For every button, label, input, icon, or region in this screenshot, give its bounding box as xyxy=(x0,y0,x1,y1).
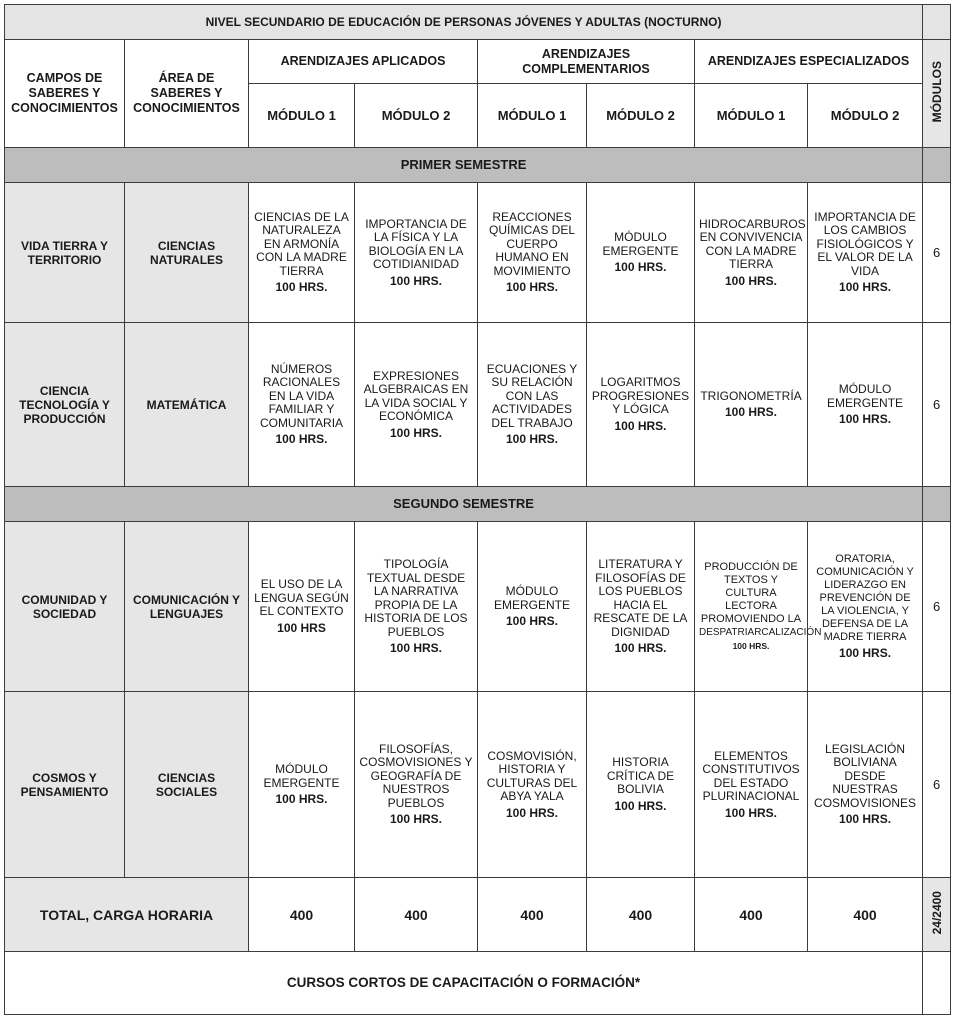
module-cell: MÓDULO EMERGENTE 100 HRS. xyxy=(478,522,587,692)
table-title: NIVEL SECUNDARIO DE EDUCACIÓN DE PERSONAS JÓVENES Y ADULTAS (NOCTURNO) xyxy=(5,5,923,40)
module-cell: CIENCIAS DE LA NATURALEZA EN ARMONÍA CON LA MADRE TIERRA 100 HRS. xyxy=(249,183,355,323)
module-cell: TRIGONOMETRÍA 100 HRS. xyxy=(695,323,808,487)
header-modulos: MÓDULOS xyxy=(923,40,951,148)
module-cell: PRODUCCIÓN DE TEXTOS Y CULTURA LECTORA PROMOVIENDO LA DESPATRIARCALIZACIÓN 100 HRS. xyxy=(695,522,808,692)
module-cell: COSMOVISIÓN, HISTORIA Y CULTURAS DEL ABYA YALA 100 HRS. xyxy=(478,692,587,878)
campo-cell: CIENCIA TECNOLOGÍA Y PRODUCCIÓN xyxy=(5,323,125,487)
modulos-count: 6 xyxy=(923,323,951,487)
modulos-count: 6 xyxy=(923,183,951,323)
total-value: 400 xyxy=(355,878,478,952)
header-group-complementarios: ARENDIZAJES COMPLEMENTARIOS xyxy=(478,40,695,84)
total-label: TOTAL, CARGA HORARIA xyxy=(5,878,249,952)
module-cell: HISTORIA CRÍTICA DE BOLIVIA 100 HRS. xyxy=(587,692,695,878)
header-group-especializados: ARENDIZAJES ESPECIALIZADOS xyxy=(695,40,923,84)
module-cell: EXPRESIONES ALGEBRAICAS EN LA VIDA SOCIAL Y ECONÓMICA 100 HRS. xyxy=(355,323,478,487)
header-modulo-1: MÓDULO 1 xyxy=(695,84,808,148)
curriculum-table xyxy=(4,4,951,1015)
module-cell: LOGARITMOS PROGRESIONES Y LÓGICA 100 HRS. xyxy=(587,323,695,487)
module-cell: EL USO DE LA LENGUA SEGÚN EL CONTEXTO 100 HRS xyxy=(249,522,355,692)
module-cell: HIDROCARBUROS EN CONVIVENCIA CON LA MADRE TIERRA 100 HRS. xyxy=(695,183,808,323)
total-value: 400 xyxy=(808,878,923,952)
footer-courses: CURSOS CORTOS DE CAPACITACIÓN O FORMACIÓN* xyxy=(5,952,923,1015)
total-modulos: 24/2400 xyxy=(923,878,951,952)
module-cell: NÚMEROS RACIONALES EN LA VIDA FAMILIAR Y COMUNITARIA 100 HRS. xyxy=(249,323,355,487)
module-cell: MÓDULO EMERGENTE 100 HRS. xyxy=(808,323,923,487)
total-value: 400 xyxy=(249,878,355,952)
header-modulo-1: MÓDULO 1 xyxy=(478,84,587,148)
semester-header: PRIMER SEMESTRE xyxy=(5,148,923,183)
area-cell: MATEMÁTICA xyxy=(125,323,249,487)
campo-cell: COMUNIDAD Y SOCIEDAD xyxy=(5,522,125,692)
module-cell: ELEMENTOS CONSTITUTIVOS DEL ESTADO PLURINACIONAL 100 HRS. xyxy=(695,692,808,878)
module-cell: ECUACIONES Y SU RELACIÓN CON LAS ACTIVIDADES DEL TRABAJO 100 HRS. xyxy=(478,323,587,487)
campo-cell: VIDA TIERRA Y TERRITORIO xyxy=(5,183,125,323)
module-cell: REACCIONES QUÍMICAS DEL CUERPO HUMANO EN MOVIMIENTO 100 HRS. xyxy=(478,183,587,323)
module-cell: TIPOLOGÍA TEXTUAL DESDE LA NARRATIVA PROPIA DE LA HISTORIA DE LOS PUEBLOS 100 HRS. xyxy=(355,522,478,692)
module-cell: LITERATURA Y FILOSOFÍAS DE LOS PUEBLOS HACIA EL RESCATE DE LA DIGNIDAD 100 HRS. xyxy=(587,522,695,692)
total-value: 400 xyxy=(695,878,808,952)
header-modulo-2: MÓDULO 2 xyxy=(587,84,695,148)
semester-header: SEGUNDO SEMESTRE xyxy=(5,487,923,522)
header-modulo-2: MÓDULO 2 xyxy=(355,84,478,148)
header-group-aplicados: ARENDIZAJES APLICADOS xyxy=(249,40,478,84)
modulos-count: 6 xyxy=(923,692,951,878)
module-cell: LEGISLACIÓN BOLIVIANA DESDE NUESTRAS COSMOVISIONES 100 HRS. xyxy=(808,692,923,878)
header-campos: CAMPOS DE SABERES Y CONOCIMIENTOS xyxy=(5,40,125,148)
modulos-count: 6 xyxy=(923,522,951,692)
module-cell: IMPORTANCIA DE LA FÍSICA Y LA BIOLOGÍA EN LA COTIDIANIDAD 100 HRS. xyxy=(355,183,478,323)
module-cell: MÓDULO EMERGENTE 100 HRS. xyxy=(249,692,355,878)
module-cell: FILOSOFÍAS, COSMOVISIONES Y GEOGRAFÍA DE NUESTROS PUEBLOS 100 HRS. xyxy=(355,692,478,878)
campo-cell: COSMOS Y PENSAMIENTO xyxy=(5,692,125,878)
area-cell: CIENCIAS SOCIALES xyxy=(125,692,249,878)
area-cell: CIENCIAS NATURALES xyxy=(125,183,249,323)
total-value: 400 xyxy=(478,878,587,952)
header-modulo-2: MÓDULO 2 xyxy=(808,84,923,148)
module-cell: MÓDULO EMERGENTE 100 HRS. xyxy=(587,183,695,323)
module-cell: ORATORIA, COMUNICACIÓN Y LIDERAZGO EN PREVENCIÓN DE LA VIOLENCIA, Y DEFENSA DE LA MADRE TIERRA 100 HRS. xyxy=(808,522,923,692)
header-area: ÁREA DE SABERES Y CONOCIMIENTOS xyxy=(125,40,249,148)
header-modulo-1: MÓDULO 1 xyxy=(249,84,355,148)
module-cell: IMPORTANCIA DE LOS CAMBIOS FISIOLÓGICOS Y EL VALOR DE LA VIDA 100 HRS. xyxy=(808,183,923,323)
area-cell: COMUNICACIÓN Y LENGUAJES xyxy=(125,522,249,692)
total-value: 400 xyxy=(587,878,695,952)
